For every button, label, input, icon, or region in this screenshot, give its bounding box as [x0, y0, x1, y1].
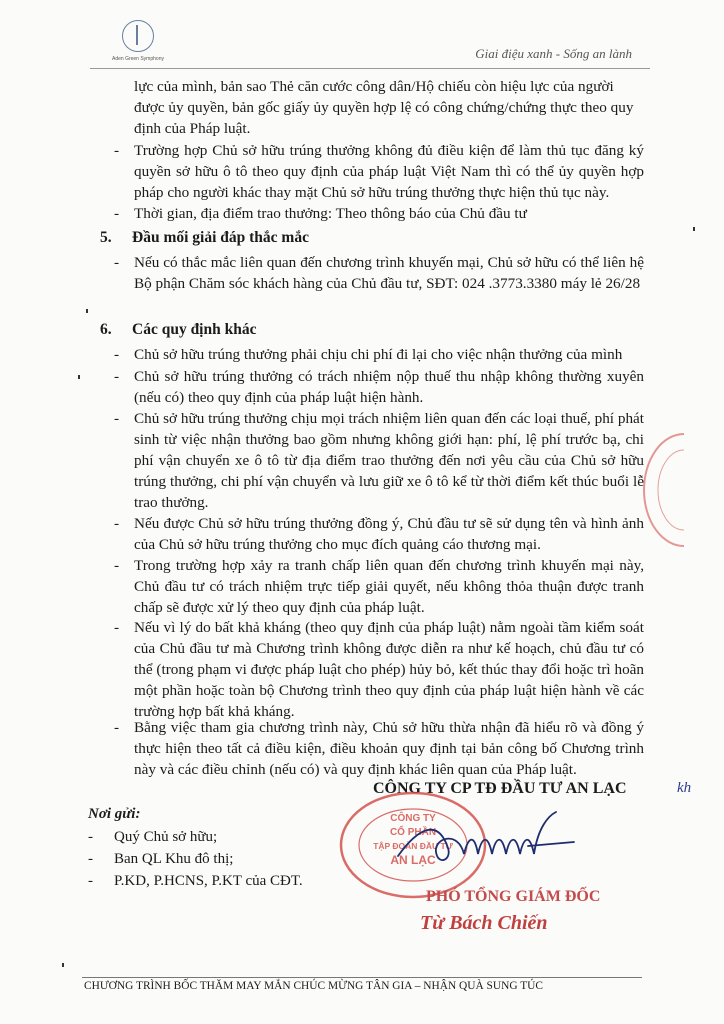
list-item-text: Nếu được Chủ sở hữu trúng thưởng đồng ý, Chủ đầu tư sẽ sử dụng tên và hình ảnh của Chủ sở hữu trúng thưởng cho mục đích quảng cáo thương mại. [134, 515, 644, 553]
list-item: - Thời gian, địa điểm trao thưởng: Theo thông báo của Chủ đầu tư [114, 203, 644, 224]
logo-text: Aden Green Symphony [112, 56, 164, 62]
section-title: Đầu mối giải đáp thắc mắc [132, 229, 309, 246]
list-item-text: Thời gian, địa điểm trao thưởng: Theo thông báo của Chủ đầu tư [134, 205, 527, 222]
page-seal-partial [640, 430, 684, 550]
list-item-text: Chủ sở hữu trúng thưởng phải chịu chi phí đi lại cho việc nhận thưởng của mình [134, 346, 623, 363]
svg-text:CÔNG TY: CÔNG TY [390, 813, 436, 824]
continuation-line-1: lực của mình, bản sao Thẻ căn cước công dân/Hộ chiếu còn hiệu lực của người [134, 78, 614, 95]
signatory-role: PHÓ TỔNG GIÁM ĐỐC [426, 888, 601, 905]
header-divider [90, 68, 650, 69]
scan-speck [78, 375, 80, 379]
list-item: - Nếu vì lý do bất khả kháng (theo quy định của pháp luật) nằm ngoài tầm kiểm soát của Chủ đầu tư mà Chương trình không được diễn ra như kế hoạch, chủ đầu tư có thể (trong phạm vi được pháp luật cho phép) hủy bỏ, kết thúc thay đổi hoặc trì hoãn một phần hoặc toàn bộ Chương trình theo quy định của pháp luật hiện hành về các trường hợp bất khả kháng. [114, 619, 644, 720]
scan-speck [86, 309, 88, 313]
list-item-text: Nếu vì lý do bất khả kháng (theo quy định của pháp luật) nằm ngoài tầm kiểm soát của Chủ đầu tư mà Chương trình không được diễn ra như kế hoạch, chủ đầu tư có thể (trong phạm vi được pháp luật cho phép) hủy bỏ, kết thúc thay đổi hoặc trì hoãn một phần hoặc toàn bộ Chương trình theo quy định của pháp luật hiện hành về các trường hợp bất khả kháng. [134, 619, 644, 720]
svg-text:TẬP ĐOÀN ĐẦU TƯ: TẬP ĐOÀN ĐẦU TƯ [373, 841, 453, 851]
signatory-name: Từ Bách Chiến [420, 912, 548, 934]
list-item-text: Nếu có thắc mắc liên quan đến chương trình khuyến mại, Chủ sở hữu có thể liên hệ Bộ phận Chăm sóc khách hàng của Chủ đầu tư, SĐT: 024 .3773.3380 máy lẻ 26/28 [134, 254, 644, 292]
list-item: - Chủ sở hữu trúng thưởng chịu mọi trách nhiệm liên quan đến các loại thuế, phí phát sinh từ việc nhận thưởng bao gồm nhưng không giới hạn: phí, lệ phí trước bạ, chi phí vận chuyển xe ô tô từ địa điểm trao thưởng đến nơi yêu cầu của Chủ sở hữu trúng thưởng, chi phí vận chuyển và lưu giữ xe ô tô kể từ thời điểm kết thúc buổi lễ trao thưởng. [114, 410, 644, 511]
list-item: - Chủ sở hữu trúng thưởng phải chịu chi phí đi lại cho việc nhận thưởng của mình [114, 344, 644, 365]
list-item-text: Bằng việc tham gia chương trình này, Chủ sở hữu thừa nhận đã hiểu rõ và đồng ý thực hiện theo tất cả điều kiện, điều khoản quy định tại bản công bố Chương trình này và các điều chỉnh (nếu có) và quy định khác liên quan của Pháp luật. [134, 719, 644, 778]
section-number: 6. [100, 321, 112, 338]
company-initials: kh [677, 780, 692, 796]
list-item-text: Chủ sở hữu trúng thưởng chịu mọi trách nhiệm liên quan đến các loại thuế, phí phát sinh từ việc nhận thưởng bao gồm nhưng không giới hạn: phí, lệ phí trước bạ, chi phí vận chuyển xe ô tô từ địa điểm trao thưởng đến nơi yêu cầu của Chủ sở hữu trúng thưởng, chi phí vận chuyển và lưu giữ xe ô tô kể từ thời điểm kết thúc buổi lễ trao thưởng. [134, 410, 644, 511]
header-slogan: Giai điệu xanh - Sống an lành [475, 46, 632, 61]
list-item: - Nếu được Chủ sở hữu trúng thưởng đồng ý, Chủ đầu tư sẽ sử dụng tên và hình ảnh của Chủ sở hữu trúng thưởng cho mục đích quảng cáo thương mại. [114, 515, 644, 553]
recipient-text: Ban QL Khu đô thị; [114, 851, 234, 867]
handwritten-signature [378, 808, 578, 878]
recipient-text: P.KD, P.HCNS, P.KT của CĐT. [114, 873, 303, 889]
section-number: 5. [100, 229, 112, 246]
logo-emblem-icon [122, 20, 154, 52]
list-item: - Nếu có thắc mắc liên quan đến chương trình khuyến mại, Chủ sở hữu có thể liên hệ Bộ phận Chăm sóc khách hàng của Chủ đầu tư, SĐT: 024 .3773.3380 máy lẻ 26/28 [114, 254, 644, 292]
scan-speck [62, 963, 64, 967]
list-item: - Chủ sở hữu trúng thưởng có trách nhiệm nộp thuế thu nhập không thường xuyên (nếu có) theo quy định của pháp luật hiện hành. [114, 368, 644, 406]
list-item-text: Chủ sở hữu trúng thưởng có trách nhiệm nộp thuế thu nhập không thường xuyên (nếu có) theo quy định của pháp luật hiện hành. [134, 368, 644, 406]
recipient-text: Quý Chủ sở hữu; [114, 829, 218, 845]
footer-divider [82, 977, 642, 978]
document-page: Aden Green Symphony Giai điệu xanh - Sống an lành lực của mình, bản sao Thẻ căn cước công dân/Hộ chiếu còn hiệu lực của người được ủy quyền, bản gốc giấy ủy quyền hợp lệ có công chứng/chứng thực theo quy định của Pháp luật. - Trường hợp Chủ sở hữu trúng thưởng không đủ điều kiện để làm thủ tục đăng ký quyền sở hữu ô tô theo quy định của pháp luật Việt Nam thì có thể ủy quyền hợp pháp cho người khác thay mặt Chủ sở hữu trúng thưởng thực hiện thủ tục này. - Thời gian, địa điểm trao thưởng: Theo thông báo của Chủ đầu tư 5. Đầu mối giải đáp thắc mắc - Nếu có thắc mắc liên quan đến chương trình khuyến mại, Chủ sở hữu có thể liên hệ Bộ phận Chăm sóc khách hàng của Chủ đầu tư, SĐT: 024 .3773.3380 máy lẻ 26/28 6. Các quy định khác - Chủ sở hữu trúng thưởng phải chịu chi phí đi lại cho việc nhận thưởng của mình - Chủ sở hữu trúng thưởng có trách nhiệm nộp thuế thu nhập không thường xuyên (nếu có) theo quy định của pháp luật hiện hành. - Chủ sở hữu trúng thưởng chịu mọi trách nhiệm liên quan đến các loại thuế, phí phát sinh từ việc nhận thưởng bao gồm nhưng không giới hạn: phí, lệ phí trước bạ, chi phí vận chuyển xe ô tô từ địa điểm trao thưởng đến nơi yêu cầu của Chủ sở hữu trúng thưởng, chi phí vận chuyển và lưu giữ xe ô tô kể từ thời điểm kết thúc buổi lễ trao thưởng. - Nếu được Chủ sở hữu trúng thưởng đồng ý, Chủ đầu tư sẽ sử dụng tên và hình ảnh của Chủ sở hữu trúng thưởng cho mục đích quảng cáo thương mại. - Trong trường hợp xảy ra tranh chấp liên quan đến chương trình khuyến mại này, Chủ đầu tư có trách nhiệm trực tiếp giải quyết, nếu không thỏa thuận được tranh chấp sẽ được xử lý theo quy định của pháp luật. - Nếu vì lý do bất khả kháng (theo quy định của pháp luật) nằm ngoài tầm kiểm soát của Chủ đầu tư mà Chương trình không được diễn ra như kế hoạch, chủ đầu tư có thể (trong phạm vi được pháp luật cho phép) hủy bỏ, kết thúc thay đổi hoặc trì hoãn một phần hoặc toàn bộ Chương trình theo quy định của pháp luật hiện hành về các trường hợp bất khả kháng. - Bằng việc tham gia chương trình này, Chủ sở hữu thừa nhận đã hiểu rõ và đồng ý thực hiện theo tất cả điều kiện, điều khoản quy định tại bản công bố Chương trình này và các điều chỉnh (nếu có) và quy định khác liên quan của Pháp luật. CÔNG TY CP TĐ ĐẦU TƯ AN LẠC kh Nơi gửi: - Quý Chủ sở hữu; - Ban QL Khu đô thị; - P.KD, P.HCNS, P.KT của CĐT. CÔNG TY CỔ PHẦN TẬP ĐOÀN ĐẦU TƯ AN LẠC PHÓ TỔNG GIÁM ĐỐC Từ Bách Chiến CHƯƠNG TRÌNH BỐC THĂM MAY MẮN CHÚC MỪNG TÂN GIA – NHẬN QUÀ SUNG TÚC [0, 0, 724, 1024]
company-logo [108, 20, 168, 66]
section-title: Các quy định khác [132, 321, 257, 338]
list-item-text: Trường hợp Chủ sở hữu trúng thưởng không đủ điều kiện để làm thủ tục đăng ký quyền sở hữu ô tô theo quy định của pháp luật Việt Nam thì có thể ủy quyền hợp pháp cho người khác thay mặt Chủ sở hữu trúng thưởng thực hiện thủ tục này. [134, 142, 644, 201]
list-item: - Trường hợp Chủ sở hữu trúng thưởng không đủ điều kiện để làm thủ tục đăng ký quyền sở hữu ô tô theo quy định của pháp luật Việt Nam thì có thể ủy quyền hợp pháp cho người khác thay mặt Chủ sở hữu trúng thưởng thực hiện thủ tục này. [114, 142, 644, 201]
recipients-heading: Nơi gửi: [88, 806, 141, 822]
list-item: - Trong trường hợp xảy ra tranh chấp liên quan đến chương trình khuyến mại này, Chủ đầu tư có trách nhiệm trực tiếp giải quyết, nếu không thỏa thuận được tranh chấp sẽ được xử lý theo quy định của pháp luật. [114, 557, 644, 616]
page-footer: CHƯƠNG TRÌNH BỐC THĂM MAY MẮN CHÚC MỪNG TÂN GIA – NHẬN QUÀ SUNG TÚC [84, 980, 543, 992]
continuation-line-2: được ủy quyền, bản gốc giấy ủy quyền hợp lệ có công chứng/chứng thực theo quy [134, 99, 634, 116]
scan-speck [693, 227, 695, 231]
list-item: - Bằng việc tham gia chương trình này, Chủ sở hữu thừa nhận đã hiểu rõ và đồng ý thực hiện theo tất cả điều kiện, điều khoản quy định tại bản công bố Chương trình này và các điều chỉnh (nếu có) và quy định khác liên quan của Pháp luật. [114, 719, 644, 778]
company-name: CÔNG TY CP TĐ ĐẦU TƯ AN LẠC [373, 780, 627, 797]
list-item-text: Trong trường hợp xảy ra tranh chấp liên quan đến chương trình khuyến mại này, Chủ đầu tư có trách nhiệm trực tiếp giải quyết, nếu không thỏa thuận được tranh chấp sẽ được xử lý theo quy định của pháp luật. [134, 557, 644, 616]
continuation-line-3: định của Pháp luật. [134, 120, 251, 137]
svg-text:AN LẠC: AN LẠC [390, 853, 436, 867]
svg-text:CỔ PHẦN: CỔ PHẦN [389, 827, 437, 838]
